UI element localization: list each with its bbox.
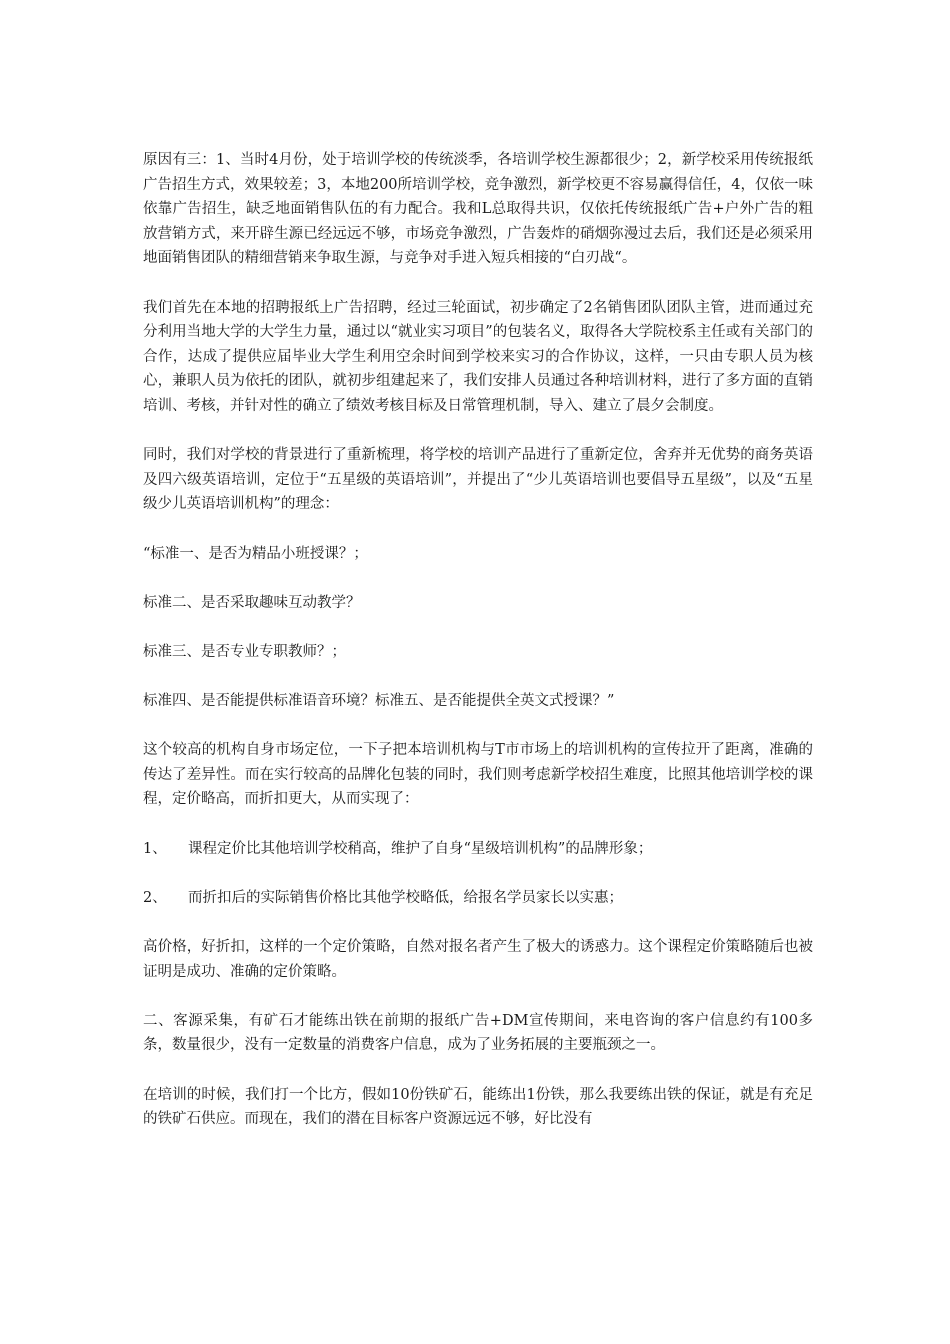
paragraph-standard-one: “标准一、是否为精品小班授课？； <box>143 545 368 562</box>
paragraph-team-building: 我们首先在本地的招聘报纸上广告招聘，经过三轮面试，初步确定了2名销售团队团队主管，进而通过充分利用当地大学的大学生力量，通过以“就业实习项目”的包装名义，取得各大学院校系主任或有关部门的合作，达成了提供应届毕业大学生利用空余时间到学校来实习的合作协议，这样，一只由专职人员为核心，兼职人员为依托的团队，就初步组建起来了，我们安排人员通过各种培训材料，进行了多方面的直销培训、考核，并针对性的确立了绩效考核目标及日常管理机制，导入、建立了晨夕会制度。 <box>143 299 813 414</box>
paragraph-market-positioning: 这个较高的机构自身市场定位，一下子把本培训机构与T市市场上的培训机构的宣传拉开了距离，准确的传达了差异性。而在实行较高的品牌化包装的同时，我们则考虑新学校招生难度，比照其他培训学校的课程，定价略高，而折扣更大，从而实现了： <box>143 742 813 808</box>
paragraph-standard-two: 标准二、是否采取趣味互动教学？ <box>143 594 361 611</box>
list-item-text: 课程定价比其他培训学校稍高，维护了自身“星级培训机构”的品牌形象； <box>188 840 653 857</box>
paragraph-iron-ore-analogy: 在培训的时候，我们打一个比方，假如10份铁矿石，能练出1份铁，那么我要练出铁的保证，就是有充足的铁矿石供应。而现在，我们的潜在目标客户资源远远不够，好比没有 <box>143 1086 813 1128</box>
document-body <box>143 148 813 1156</box>
paragraph-repositioning: 同时，我们对学校的背景进行了重新梳理，将学校的培训产品进行了重新定位，舍弃并无优势的商务英语及四六级英语培训，定位于“五星级的英语培训”，并提出了“少儿英语培训也要倡导五星级”，以及“五星级少儿英语培训机构”的理念： <box>143 447 813 513</box>
paragraph-reasons: 原因有三：1、当时4月份，处于培训学校的传统淡季，各培训学校生源都很少；2，新学校采用传统报纸广告招生方式，效果较差；3，本地200所培训学校，竞争激烈，新学校更不容易赢得信任，4，仅依一味依靠广告招生，缺乏地面销售队伍的有力配合。我和L总取得共识，仅依托传统报纸广告+户外广告的粗放营销方式，来开辟生源已经远远不够，市场竞争激烈，广告轰炸的硝烟弥漫过去后，我们还是必须采用地面销售团队的精细营销来争取生源，与竞争对手进入短兵相接的“白刃战“。 <box>143 152 813 267</box>
list-item-number: 2、 <box>143 889 167 906</box>
list-item-text: 而折扣后的实际销售价格比其他学校略低，给报名学员家长以实惠； <box>188 889 623 906</box>
paragraph-customer-collection: 二、客源采集，有矿石才能练出铁在前期的报纸广告+DM宣传期间，来电咨询的客户信息约有100多条，数量很少，没有一定数量的消费客户信息，成为了业务拓展的主要瓶颈之一。 <box>143 1012 813 1054</box>
list-item-number: 1、 <box>143 840 167 857</box>
paragraph-pricing-strategy: 高价格，好折扣，这样的一个定价策略，自然对报名者产生了极大的诱惑力。这个课程定价策略随后也被证明是成功、准确的定价策略。 <box>143 939 813 980</box>
list-item <box>143 886 813 911</box>
list-item <box>143 837 813 862</box>
paragraph-standard-three: 标准三、是否专业专职教师？； <box>143 643 346 660</box>
paragraph-standard-four-five: 标准四、是否能提供标准语音环境？标准五、是否能提供全英文式授课？” <box>143 693 615 710</box>
